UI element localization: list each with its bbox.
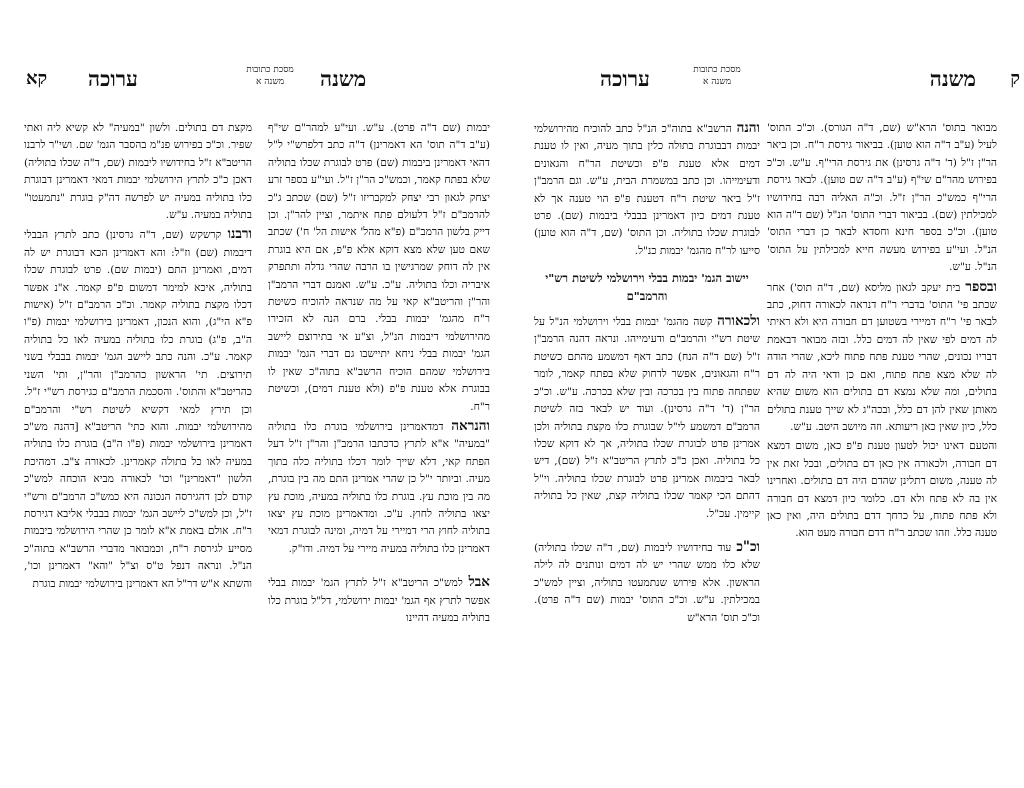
paragraph-text: קשה מהגמ' יבמות בבלי וירושלמי הנ"ל על שיטת רש"י והרמב"ם ודעימייהו. ונראה דהנה הרמב"ן ז"ל (שם ד"ה הנח) כתב דאף דמשמע מהתם כשיטת ר"ח והגאונים, אפשר לדחוק שלא בפתח קאמר, לומר שפתחה פתוח בין בכרכה ובין שלא בכרכה. ע"ש. וכ"כ הר"ן (ד' ד"ה גרסינן). ועוד יש לבאר בזה לשיטת הרמב"ם דמשמע לי"ל שבוגרת כלו מקצת בתוליה ולכן אמרינן פרט לבוגרת שכלו בתוליה, אך לא דוקא שכלו כל בתוליה. ואכן כ"כ לתרץ הריטב"א ז"ל (שם), דיש לבאר ביבמות אמרינן פרט לבוגרת שכלו בתוליה. וי"ל דהתם הכי קאמר שכלו בתוליה קצת, שאין כל בתוליה קיימין. עכ"ל. [534,316,760,520]
paragraph-lead-word: והנה [736,120,760,136]
paragraph-lead-word: וכ"כ [736,538,760,555]
paragraph [534,539,760,627]
header-title-aruchah: ערוכה [600,66,650,91]
paragraph [268,418,490,558]
paragraph-lead-word: ולכאורה [717,313,760,330]
paragraph [24,226,252,593]
paragraph [268,574,490,627]
header-title-mishna: משנה [320,66,367,91]
section-title: יישוב הגמ' יבמות בבלי וירושלמי לשיטת רש"י והרמב"ם [545,271,749,303]
right-page [512,0,1024,788]
running-head-mishna: משנה א [255,77,285,87]
paragraph [767,279,997,437]
paragraph [534,120,760,260]
paragraph-text: מבואר בתוס' הרא"ש (שם, ד"ה הגורס). וכ"כ התוס' לעיל (ע"ב ד"ה הוא טוען). בביאור גירסת ר"ח. וכן ביאר הר"ן ז"ל (ד' ד"ה גרסינן) את גירסת הרי"ף. ע"ש. וכ"כ בפירוש מהר"ם שי"ף (ע"ב ד"ה שם טוען). לבאר גירסת הרי"ף כמש"כ הר"ן ז"ל. וכ"ה האליה רבה בחידושיו למכילתין (שם). בביאור דברי התוס' הנ"ל (שם ד"ה הוא טוען). וכ"כ בספר חינא וחסדא לבאר כן דברי התוס' הנ"ל. ועי"ע בפירוש מעשה חייא למכילתין על התוס' הנ"ל. ע"ש. [767,122,997,274]
paragraph-text: עוד בחידושיו ליבמות (שם, ד"ה שכלו בתוליה) שלא כלו ממש שהרי יש לה דמים ונותנים לה לילה הראשון. אלא פירוש שנתמעטו בתוליה, וציין למש"כ במכילתין. ע"ש. וכ"כ התוס' יבמות (שם ד"ה פרט). וכ"כ תוס' הרא"ש [534,541,760,624]
paragraph-text: קרשקש (שם, ד"ה גרסינן) כתב לתרץ הבבלי דיבמות (שם) וז"ל: והא דאמרינן הכא דבוגרת יש לה דמים, ואמרינן התם (יבמות שם). פרט לבוגרת שכלו בתוליה, איכא למימר דמשום פ"פ קאמר. א"נ אפשר דכלו מקצת בתוליה קאמר. וכ"כ הרמב"ם ז"ל (אישות פ"א הי"ג), והוא הנכון, דאמרינן בירושלמי יבמות (פ"ו ה"ב, פ"ג) בוגרת כלו בתוליה במעיה לאו כל בתוליה קאמר. ע"כ. והנה כתב ליישב הגמ' יבמות בבבלי בשני תירוצים. תי' הראשון כהרמב"ן והר"ן, ותי' השני כהריטב"א והתוס'. והסכמת הרמב"ם כגירסת רש"י ז"ל. וכן תירץ למאי דקשיא לשיטת רש"י והרמב"ם מהירושלמי יבמות. והוא כתי' הריטב"א [דהנה מש"כ דאמרינן בירושלמי יבמות (פ"ו ה"ב) בוגרת כלו בתוליה במעיה לאו כל בתולה קאמרינן. לכאורה צ"ב. דמהיכת הלשון "דאמרינן" וכו' לכאורה מביא הוכחה למש"כ קודם לכן דהגירסה הנכונה היא כמש"כ הרמב"ם ורש"י ז"ל, וכן למש"כ ליישב הגמ' יבמות בבבלי אליבא דגירסת ר"ח. אולם באמת א"א לומר כן שהרי הירושלמי ביבמות מסייע לגירסת ר"ח, וכמבואר מדברי הרשב"א בתוה"כ הנ"ל. ונראה דנפל ט"ס וצ"ל "והא" דאמרינן וכו', והשתא א"ש דר"ל הא דאמרינן בירושלמי יבמות בוגרת [24,229,252,590]
header-title-aruchah: ערוכה [88,66,138,91]
running-head-tractate: מסכת כתובות [693,65,741,75]
paragraph [534,313,760,523]
paragraph-text: מקצת דם בתולים. ולשון "במעיה" לא קשיא ליה ואתי שפיר. וכ"כ בפירוש פנ"מ בהסבר הגמ' שם. ושי"ר לרבנו הריטב"א ז"ל בחידושיו ליבמות (שם, ד"ה שכלו בתוליה) דאכן כ"כ לתרץ הירושלמי יבמות דמאי דאמרינן דבוגרת כלו בתוליה במעיה יש לפרשה דה"ק בוגרת "נתמעטו" בתוליה במעיה. ע"ש. [24,122,252,222]
text-column-outer [767,120,997,545]
page-number: קא [26,68,48,89]
paragraph-lead-word: ורבנו [227,226,252,243]
paragraph-lead-word: אבל [468,574,490,591]
right-page-header [512,60,1024,100]
paragraph [767,438,997,542]
paragraph-text: דמדאמרינן בירושלמי בוגרת כלו בתוליה "במעיה" א"א לתרץ כדכתבו הרמב"ן והר"ן ז"ל דעל הפתח קאי, דלא שייך לומר דכלו בתוליה כלה בתוך מעיה. וביותר י"ל כן שהרי אמרינן התם מה בין בוגרת, מה בין מוכת עץ. בוגרת כלו בתוליה במעיה, מוכת עץ יצאו בתוליה לחוץ. ע"כ. ומדאמרינן מוכת עץ יצאו בתוליה לחוץ הרי דמיירי על דמיה, ומינה לבוגרת דמאי דאמרינן כלו בתוליה במעיה מיירי על דמיה. ודו"ק. [268,420,490,555]
running-head [215,64,325,88]
paragraph-text: והטעם דאינו יכול לטעון טענת פ"פ כאן, משום דמצא דם חבורה, ולכאורה אין כאן דם בתולים, ובכל זאת אין לה טענה, משום דתלינן שהדם היה דם בתולים. ואחרינו אין בה לא פתח ולא דם. כלומר כיון דמצא דם חבורה ולא פתח פתוח, על כרחך דדם בתולים היה, ואין כאן טענה כלל. וזהו שכתב ר"ח דדם חבורה מעט הוא. [767,440,997,540]
paragraph-text: למש"כ הריטב"א ז"ל לתרץ הגמ' יבמות בבלי אפשר לתרץ אף הגמ' יבמות ירושלמי, דל"ל בוגרת כלו בתוליה במעיה דהיינו [268,577,490,624]
paragraph-gap [268,560,490,574]
paragraph-text: יבמות (שם ד"ה פרט). ע"ש. ועי"ע למהר"ם שי"ף (ע"ב ד"ה תוס' הא דאמרינן) ד"ה כתב דלפרש"י ל"ל דהאי דאמרינן ביבמות (שם) פרט לבוגרת שכלו בתוליה שלא בפתח קאמר, וכמש"כ הר"ן ז"ל. ועי"ע בספר זרע יצחק לגאון רבי יצחק למקבריזו ז"ל (שם) שכתב ג"כ להרמב"ם ז"ל דלעולם פתח איתמר, וציין להר"ן. וכן דייק בלשון הרמב"ם (פ"א מהל' אישות הל' ח') שכתב שאם טען שלא מצא דוקא אלא פ"פ, אם היא בוגרת אין לה דוחק שמרגישין בו הרבה שהרי גדלה ותתפרק איבריה וכלו בתוליה. ע"כ. ע"ש. ואמנם דברי הרמב"ן והר"ן והריטב"א קאי על מה שנראה להוכיח כשיטת ר"ח מהגמ' יבמות בבלי. ברם הנה לא הזכירו מהירושלמי דיבמות הנ"ל, וצ"ע אי בתירוצם ליישב הגמ' יבמות בבלי ניחא יתיישבו גם דברי הגמ' יבמות בירושלמי שמהם הוכיח הרשב"א בתוה"כ שאין לו בבוגרת אלא טענת פ"פ (ולא טענת דמים), וכשיטת ר"ח. [268,122,490,413]
paragraph [767,120,997,277]
header-title-mishna: משנה [929,66,976,91]
left-page-header [0,60,512,100]
text-column-outer [24,120,252,595]
running-head-tractate: מסכת כתובות [246,65,294,75]
paragraph-lead-word: ובספר [965,278,997,295]
text-column-inner [268,120,490,629]
paragraph-gap [534,525,760,539]
running-head [662,64,772,88]
running-head-mishna: משנה א [702,77,732,87]
paragraph-text: בית יעקב לגאון מליסא (שם, ד"ה תוס') אחר שכתב פי' התוס' בדברי ר"ח דנראה לכאורה דחוק, כתב לבאר פי' ר"ח דמיירי בשטוען דם חבורה היא ולא ראיתי לה דמים לפי שאין לה דמים כלל. ובזה מבואר דבאמת דבריו נכונים, שהרי טענת פתח פתוח ליכא, שהרי הודה לה שלא מצא פתח פתוח, ואם כן ודאי היה לה דם בתולים, ומה שלא נמצא דם בתולים הוא משום שהיא מאותן שאין להן דם כלל, ובכה"ג לא שייך טענת בתולים כלל, כיון שאין כאן ריעותא. וזה מיושב היטב. ע"ש. [767,281,997,433]
paragraph [24,120,252,224]
page-number: ק [1010,68,1020,89]
text-column-inner [534,120,760,629]
paragraph [268,120,490,416]
paragraph-lead-word: והנראה [451,417,490,434]
paragraph-text: הרשב"א בתוה"כ הנ"ל כתב להוכיח מהירושלמי יבמות דבבוגרת בתולה כלין בתוך מעיה, ואין לו טענת דמים אלא טענת פ"פ וכשיטת הר"ח והגאונים ודעימייהו. וכן כתב במשמרת הבית, ע"ש. וגם הרמב"ן ז"ל ביאר שיטת ר"ח דטענת פ"פ הוי טענה אך לא טענת דמים כיון דאמרינן בבבלי ביבמות (שם). פרט לבוגרת שכלו בתוליה. וכן התוס' (שם, ד"ה הוא טוען) סייעו לר"ח מהגמ' יבמות כנ"ל. [534,123,760,257]
